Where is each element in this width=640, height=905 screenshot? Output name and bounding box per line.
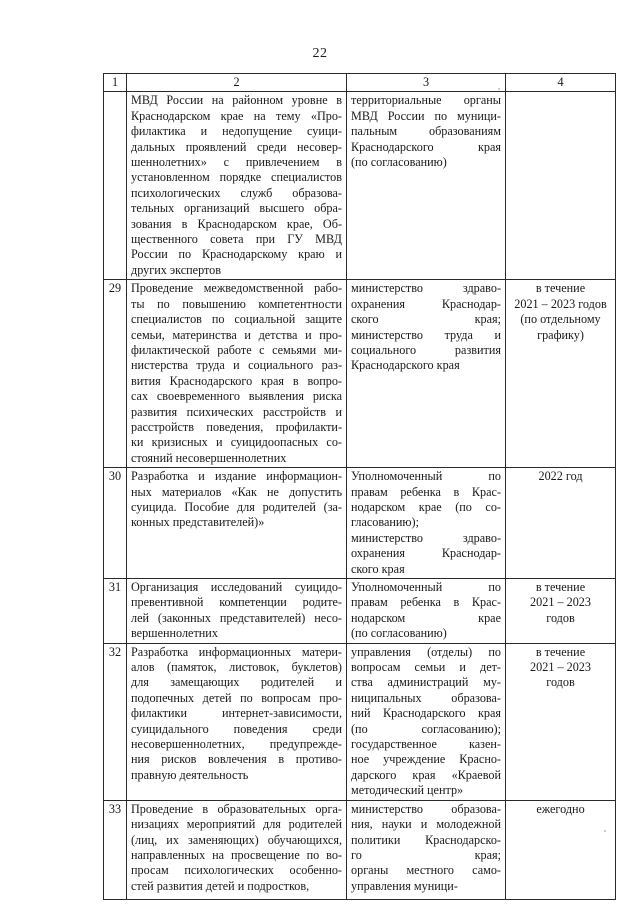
responsible-cell-line: пальным образованиям bbox=[351, 124, 501, 139]
term-cell bbox=[506, 579, 616, 644]
responsible-cell-line: управления муници- bbox=[351, 878, 458, 893]
responsible-cell bbox=[347, 800, 506, 899]
activity-cell-line: шеннолетних» с привлечением в bbox=[131, 155, 342, 170]
activity-cell-line: ния рисков вовлечения в противо- bbox=[131, 752, 342, 767]
activity-cell-line: суицида. Пособие для родителей (за- bbox=[131, 499, 342, 514]
term-cell bbox=[506, 468, 616, 579]
activity-cell-line: Разработка и издание информацион- bbox=[131, 469, 342, 484]
scan-speck bbox=[604, 830, 606, 832]
activity-cell-line: установленном порядке специалистов bbox=[131, 170, 342, 185]
responsible-cell-line: территориальные органы bbox=[351, 93, 501, 108]
activity-cell-line: лей (законных представителей) несо- bbox=[131, 610, 342, 625]
term-cell-line: в течение bbox=[535, 580, 586, 594]
responsible-cell-line: нодарском крае bbox=[351, 610, 501, 625]
activity-cell-line: ки кризисных и суицидоопасных со- bbox=[131, 435, 342, 450]
responsible-cell-line: политики Краснодарско- bbox=[351, 832, 501, 847]
term-cell-line: 2022 год bbox=[538, 469, 583, 484]
activity-cell-line: психологических служб образова- bbox=[131, 185, 342, 200]
activity-cell-line: стей развития детей и подростков, bbox=[131, 878, 310, 893]
activity-cell bbox=[127, 280, 347, 468]
responsible-cell-line: правам ребенка в Крас- bbox=[351, 484, 501, 499]
responsible-cell-line: гласованию); bbox=[351, 515, 419, 530]
term-cell-line: графику) bbox=[537, 327, 584, 342]
responsible-cell-line: го края; bbox=[351, 847, 501, 862]
item-number: 31 bbox=[104, 579, 127, 644]
column-header: 3 bbox=[347, 74, 506, 92]
responsible-cell-line: правам ребенка в Крас- bbox=[351, 595, 501, 610]
activity-cell-line: суицидального поведения среди bbox=[131, 721, 342, 736]
activity-cell-line: специалистов по социальной защите bbox=[131, 312, 342, 327]
responsible-cell-line: МВД России по муници- bbox=[351, 108, 501, 123]
responsible-cell-line: ний Краснодарского края bbox=[351, 706, 501, 721]
activity-cell-line: для замещающих родителей и bbox=[131, 675, 342, 690]
item-number: 29 bbox=[104, 280, 127, 468]
table-row bbox=[104, 280, 616, 468]
activity-cell-line: Краснодарском крае на тему «Про- bbox=[131, 108, 342, 123]
activity-cell-line: щественного совета при ГУ МВД bbox=[131, 232, 342, 247]
activity-cell-line: Организация исследований суицидо- bbox=[131, 580, 342, 594]
table-header-row bbox=[104, 74, 616, 92]
activity-cell-line: вершеннолетних bbox=[131, 626, 218, 641]
responsible-cell-line: социального развития bbox=[351, 342, 501, 357]
activity-cell-line: направленных на просвещение по во- bbox=[131, 847, 342, 862]
activity-cell-line: тельных организаций высшего обра- bbox=[131, 201, 342, 216]
activity-cell-line: низациях мероприятий для родителей bbox=[131, 817, 342, 832]
term-cell-line: в течение bbox=[535, 281, 586, 296]
responsible-cell-line: ского края bbox=[351, 561, 405, 576]
responsible-cell-line: вопросам семьи и дет- bbox=[351, 660, 501, 675]
responsible-cell-line: ния, науки и молодежной bbox=[351, 817, 501, 832]
activity-cell bbox=[127, 579, 347, 644]
term-cell-line: годов bbox=[546, 675, 575, 690]
activity-cell-line: конных представителей)» bbox=[131, 515, 265, 530]
activity-cell-line: Разработка информационных матери- bbox=[131, 644, 342, 659]
term-cell-line: (по отдельному bbox=[520, 312, 601, 327]
activity-cell-line: алов (памяток, листовок, буклетов) bbox=[131, 660, 342, 675]
responsible-cell-line: ства администраций му- bbox=[351, 675, 501, 690]
term-cell-line: 2021 – 2023 bbox=[530, 660, 591, 675]
activity-cell-line: превентивной компетенции родите- bbox=[131, 595, 342, 610]
measures-table bbox=[103, 73, 616, 900]
activity-cell-line: Проведение в образовательных орга- bbox=[131, 801, 342, 816]
activity-cell-line: ты по повышению компетентности bbox=[131, 296, 342, 311]
activity-cell bbox=[127, 92, 347, 280]
table-row bbox=[104, 579, 616, 644]
activity-cell bbox=[127, 468, 347, 579]
responsible-cell-line: методический центр» bbox=[351, 783, 464, 798]
table-row bbox=[104, 92, 616, 280]
activity-cell bbox=[127, 643, 347, 800]
responsible-cell-line: ное учреждение Красно- bbox=[351, 752, 501, 767]
responsible-cell-line: министерство образова- bbox=[351, 801, 501, 816]
term-cell-line: 2021 – 2023 bbox=[530, 595, 591, 610]
responsible-cell bbox=[347, 643, 506, 800]
responsible-cell-line: ниципальных образова- bbox=[351, 690, 501, 705]
activity-cell-line: Проведение межведомственной рабо- bbox=[131, 281, 342, 296]
activity-cell-line: МВД России на районном уровне в bbox=[131, 93, 342, 108]
item-number: 33 bbox=[104, 800, 127, 899]
scan-speck bbox=[498, 88, 500, 90]
responsible-cell-line: органы местного само- bbox=[351, 863, 501, 878]
responsible-cell-line: (по согласованию) bbox=[351, 155, 447, 170]
responsible-cell-line: ского края; bbox=[351, 312, 501, 327]
term-cell-line: ежегодно bbox=[536, 801, 585, 816]
activity-cell-line: дальных проявлений среди несовер- bbox=[131, 139, 342, 154]
activity-cell-line: подопечных детей по вопросам про- bbox=[131, 690, 342, 705]
responsible-cell-line: нодарском крае (по со- bbox=[351, 499, 501, 514]
term-cell-line: 2021 – 2023 годов bbox=[514, 296, 607, 311]
responsible-cell-line: дарского края «Краевой bbox=[351, 767, 501, 782]
responsible-cell-line: министерство труда и bbox=[351, 327, 501, 342]
activity-cell-line: сах своевременного выявления риска bbox=[131, 389, 342, 404]
responsible-cell-line: охранения Краснодар- bbox=[351, 546, 501, 561]
activity-cell-line: стояний несовершеннолетних bbox=[131, 450, 287, 465]
activity-cell-line: вития Краснодарского края в вопро- bbox=[131, 373, 342, 388]
activity-cell-line: филактики интернет-зависимости, bbox=[131, 706, 342, 721]
activity-cell-line: филактика и недопущение суици- bbox=[131, 124, 342, 139]
responsible-cell bbox=[347, 468, 506, 579]
activity-cell-line: просам психологических особенно- bbox=[131, 863, 342, 878]
term-cell bbox=[506, 800, 616, 899]
item-number bbox=[104, 92, 127, 280]
activity-cell-line: России по Краснодарскому краю и bbox=[131, 247, 342, 262]
item-number: 30 bbox=[104, 468, 127, 579]
activity-cell-line: расстройств поведения, профилакти- bbox=[131, 419, 342, 434]
responsible-cell-line: Уполномоченный по bbox=[351, 469, 501, 484]
responsible-cell-line: управления (отделы) по bbox=[351, 644, 501, 659]
responsible-cell-line: охранения Краснодар- bbox=[351, 296, 501, 311]
column-header: 1 bbox=[104, 74, 127, 92]
responsible-cell bbox=[347, 579, 506, 644]
term-cell bbox=[506, 92, 616, 280]
activity-cell-line: семьи, материнства и детства и про- bbox=[131, 327, 342, 342]
column-header: 4 bbox=[506, 74, 616, 92]
column-header: 2 bbox=[127, 74, 347, 92]
responsible-cell-line: Уполномоченный по bbox=[351, 580, 501, 594]
responsible-cell-line: Краснодарского края bbox=[351, 139, 501, 154]
activity-cell-line: несовершеннолетних, предупрежде- bbox=[131, 737, 342, 752]
table-row bbox=[104, 468, 616, 579]
activity-cell-line: филактической работе с семьями ми- bbox=[131, 342, 342, 357]
item-number: 32 bbox=[104, 643, 127, 800]
responsible-cell-line: Краснодарского края bbox=[351, 358, 460, 373]
activity-cell-line: правную деятельность bbox=[131, 767, 249, 782]
activity-cell-line: других экспертов bbox=[131, 262, 222, 277]
table-row bbox=[104, 643, 616, 800]
activity-cell-line: ных материалов «Как не допустить bbox=[131, 484, 342, 499]
page-number: 22 bbox=[312, 46, 328, 61]
responsible-cell-line: государственное казен- bbox=[351, 737, 501, 752]
activity-cell-line: нистерства труда и социального раз- bbox=[131, 358, 342, 373]
table-row bbox=[104, 800, 616, 899]
activity-cell-line: (лиц, их заменяющих) обучающихся, bbox=[131, 832, 342, 847]
activity-cell-line: развития психических расстройств и bbox=[131, 404, 342, 419]
term-cell bbox=[506, 280, 616, 468]
responsible-cell bbox=[347, 92, 506, 280]
responsible-cell-line: министерство здраво- bbox=[351, 281, 501, 296]
responsible-cell bbox=[347, 280, 506, 468]
responsible-cell-line: министерство здраво- bbox=[351, 530, 501, 545]
term-cell bbox=[506, 643, 616, 800]
term-cell-line: годов bbox=[546, 610, 575, 625]
responsible-cell-line: (по согласованию) bbox=[351, 626, 447, 641]
activity-cell-line: зования в Краснодарском крае, Об- bbox=[131, 216, 342, 231]
term-cell-line: в течение bbox=[535, 644, 586, 659]
activity-cell bbox=[127, 800, 347, 899]
responsible-cell-line: (по согласованию); bbox=[351, 721, 501, 736]
